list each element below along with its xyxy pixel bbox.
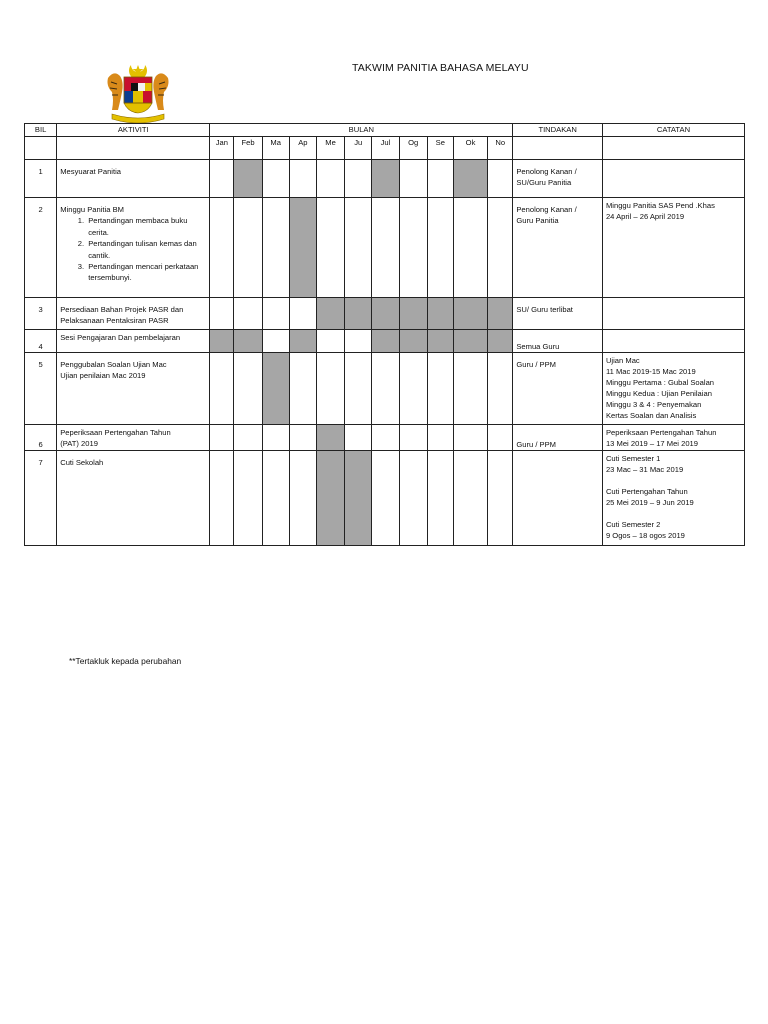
month-cell bbox=[262, 198, 289, 298]
header-blank bbox=[513, 137, 603, 160]
month-cell bbox=[488, 353, 513, 425]
month-cell bbox=[210, 353, 234, 425]
month-cell-shaded bbox=[453, 160, 487, 198]
month-cell-shaded bbox=[262, 353, 289, 425]
row-tindakan: Guru / PPM bbox=[513, 353, 603, 425]
month-cell-shaded bbox=[399, 330, 427, 353]
month-header: Jul bbox=[372, 137, 399, 160]
month-cell bbox=[427, 425, 453, 451]
table-row bbox=[25, 198, 745, 298]
month-cell bbox=[372, 451, 399, 546]
month-header: Ma bbox=[262, 137, 289, 160]
month-header: Feb bbox=[234, 137, 262, 160]
header-blank bbox=[25, 137, 57, 160]
row-catatan bbox=[602, 298, 744, 330]
month-cell bbox=[234, 298, 262, 330]
month-cell bbox=[453, 353, 487, 425]
row-catatan bbox=[602, 330, 744, 353]
month-cell bbox=[316, 160, 344, 198]
takwim-table bbox=[24, 123, 745, 546]
row-catatan: Cuti Semester 1 23 Mac – 31 Mac 2019 Cuti Pertengahan Tahun 25 Mei 2019 – 9 Jun 2019 Cuti Semester 2 9 Ogos – 18 ogos 2019 bbox=[602, 451, 744, 546]
month-cell-shaded bbox=[316, 451, 344, 546]
month-cell bbox=[262, 330, 289, 353]
row-aktiviti: Cuti Sekolah bbox=[57, 451, 210, 546]
header-aktiviti: AKTIVITI bbox=[57, 124, 210, 137]
month-cell bbox=[289, 425, 316, 451]
month-cell bbox=[345, 160, 372, 198]
row-tindakan: Semua Guru bbox=[513, 330, 603, 353]
month-cell bbox=[210, 425, 234, 451]
month-header: Me bbox=[316, 137, 344, 160]
month-cell bbox=[399, 198, 427, 298]
month-cell bbox=[289, 451, 316, 546]
month-cell bbox=[372, 353, 399, 425]
row-catatan: Ujian Mac 11 Mac 2019-15 Mac 2019 Minggu Pertama : Gubal Soalan Minggu Kedua : Ujian Penilaian Minggu 3 & 4 : Penyemakan Kertas Soalan dan Analisis bbox=[602, 353, 744, 425]
row-aktiviti: Mesyuarat Panitia bbox=[57, 160, 210, 198]
month-cell-shaded bbox=[210, 330, 234, 353]
month-cell bbox=[289, 353, 316, 425]
list-item: 3. Pertandingan mencari perkataan tersembunyi. bbox=[86, 261, 209, 284]
header-bil: BIL bbox=[25, 124, 57, 137]
row-tindakan: Guru / PPM bbox=[513, 425, 603, 451]
subitem-list bbox=[60, 215, 209, 283]
month-cell bbox=[453, 198, 487, 298]
month-header: Ok bbox=[453, 137, 487, 160]
row-bil: 2 bbox=[25, 198, 57, 298]
month-cell bbox=[399, 353, 427, 425]
month-cell-shaded bbox=[289, 330, 316, 353]
month-cell-shaded bbox=[372, 298, 399, 330]
month-cell-shaded bbox=[399, 298, 427, 330]
header-catatan: CATATAN bbox=[602, 124, 744, 137]
month-cell bbox=[234, 198, 262, 298]
row-bil: 4 bbox=[25, 330, 57, 353]
row-bil: 7 bbox=[25, 451, 57, 546]
row-aktiviti: Penggubalan Soalan Ujian Mac Ujian penilaian Mac 2019 bbox=[57, 353, 210, 425]
month-cell bbox=[453, 451, 487, 546]
month-cell bbox=[453, 425, 487, 451]
table-row bbox=[25, 298, 745, 330]
row-tindakan: SU/ Guru terlibat bbox=[513, 298, 603, 330]
month-cell bbox=[234, 451, 262, 546]
month-cell bbox=[345, 198, 372, 298]
table-row bbox=[25, 353, 745, 425]
month-cell-shaded bbox=[488, 298, 513, 330]
month-cell-shaded bbox=[488, 330, 513, 353]
month-cell bbox=[427, 451, 453, 546]
month-cell bbox=[345, 353, 372, 425]
month-cell bbox=[488, 160, 513, 198]
header-bulan: BULAN bbox=[210, 124, 513, 137]
month-cell-shaded bbox=[372, 330, 399, 353]
month-cell bbox=[262, 298, 289, 330]
month-cell bbox=[234, 353, 262, 425]
row-tindakan: Penolong Kanan / SU/Guru Panitia bbox=[513, 160, 603, 198]
month-cell bbox=[399, 451, 427, 546]
table-row bbox=[25, 330, 745, 353]
row-aktiviti: Persediaan Bahan Projek PASR dan Pelaksanaan Pentaksiran PASR bbox=[57, 298, 210, 330]
month-cell-shaded bbox=[453, 298, 487, 330]
month-cell-shaded bbox=[316, 298, 344, 330]
month-header: Ju bbox=[345, 137, 372, 160]
month-cell bbox=[316, 198, 344, 298]
table-row bbox=[25, 160, 745, 198]
header-blank bbox=[57, 137, 210, 160]
header-blank bbox=[602, 137, 744, 160]
table-row bbox=[25, 451, 745, 546]
row-aktiviti: Sesi Pengajaran Dan pembelajaran bbox=[57, 330, 210, 353]
malaysia-coat-of-arms-icon bbox=[104, 62, 172, 124]
month-cell bbox=[316, 330, 344, 353]
list-item: 1. Pertandingan membaca buku cerita. bbox=[86, 215, 209, 238]
month-cell bbox=[488, 451, 513, 546]
month-header: Ap bbox=[289, 137, 316, 160]
month-cell bbox=[427, 198, 453, 298]
month-cell-shaded bbox=[372, 160, 399, 198]
month-cell bbox=[488, 425, 513, 451]
month-header: Jan bbox=[210, 137, 234, 160]
row-tindakan bbox=[513, 451, 603, 546]
month-cell bbox=[488, 198, 513, 298]
month-cell bbox=[262, 160, 289, 198]
month-cell bbox=[372, 425, 399, 451]
row-catatan: Peperiksaan Pertengahan Tahun 13 Mei 2019 – 17 Mei 2019 bbox=[602, 425, 744, 451]
month-header: Se bbox=[427, 137, 453, 160]
month-cell bbox=[427, 353, 453, 425]
month-cell-shaded bbox=[427, 298, 453, 330]
footnote: **Tertakluk kepada perubahan bbox=[69, 656, 182, 666]
month-cell-shaded bbox=[345, 451, 372, 546]
month-cell bbox=[372, 198, 399, 298]
month-header: No bbox=[488, 137, 513, 160]
header-tindakan: TINDAKAN bbox=[513, 124, 603, 137]
month-cell bbox=[210, 160, 234, 198]
month-cell-shaded bbox=[453, 330, 487, 353]
row-bil: 1 bbox=[25, 160, 57, 198]
month-cell-shaded bbox=[316, 425, 344, 451]
row-bil: 3 bbox=[25, 298, 57, 330]
month-cell bbox=[289, 298, 316, 330]
month-header: Og bbox=[399, 137, 427, 160]
row-catatan: Minggu Panitia SAS Pend .Khas 24 April – 26 April 2019 bbox=[602, 198, 744, 298]
row-aktiviti: Peperiksaan Pertengahan Tahun (PAT) 2019 bbox=[57, 425, 210, 451]
month-cell-shaded bbox=[345, 298, 372, 330]
row-aktiviti: Minggu Panitia BM 1. Pertandingan membaca buku cerita. 2. Pertandingan tulisan kemas dan cantik. 3. Pertandingan mencari perkataan tersembunyi. bbox=[57, 198, 210, 298]
month-cell bbox=[289, 160, 316, 198]
list-item: 2. Pertandingan tulisan kemas dan cantik. bbox=[86, 238, 209, 261]
row-tindakan: Penolong Kanan / Guru Panitia bbox=[513, 198, 603, 298]
month-cell bbox=[399, 425, 427, 451]
row-bil: 5 bbox=[25, 353, 57, 425]
month-cell bbox=[234, 425, 262, 451]
month-cell bbox=[210, 298, 234, 330]
table-row bbox=[25, 425, 745, 451]
month-cell bbox=[345, 330, 372, 353]
month-cell bbox=[427, 160, 453, 198]
month-cell bbox=[262, 451, 289, 546]
row-catatan bbox=[602, 160, 744, 198]
month-cell bbox=[345, 425, 372, 451]
month-cell bbox=[316, 353, 344, 425]
month-cell bbox=[399, 160, 427, 198]
month-cell bbox=[210, 198, 234, 298]
month-cell-shaded bbox=[427, 330, 453, 353]
month-cell bbox=[262, 425, 289, 451]
row-bil: 6 bbox=[25, 425, 57, 451]
month-cell-shaded bbox=[289, 198, 316, 298]
document-title: TAKWIM PANITIA BAHASA MELAYU bbox=[352, 62, 529, 74]
month-cell-shaded bbox=[234, 160, 262, 198]
month-cell bbox=[210, 451, 234, 546]
month-cell-shaded bbox=[234, 330, 262, 353]
